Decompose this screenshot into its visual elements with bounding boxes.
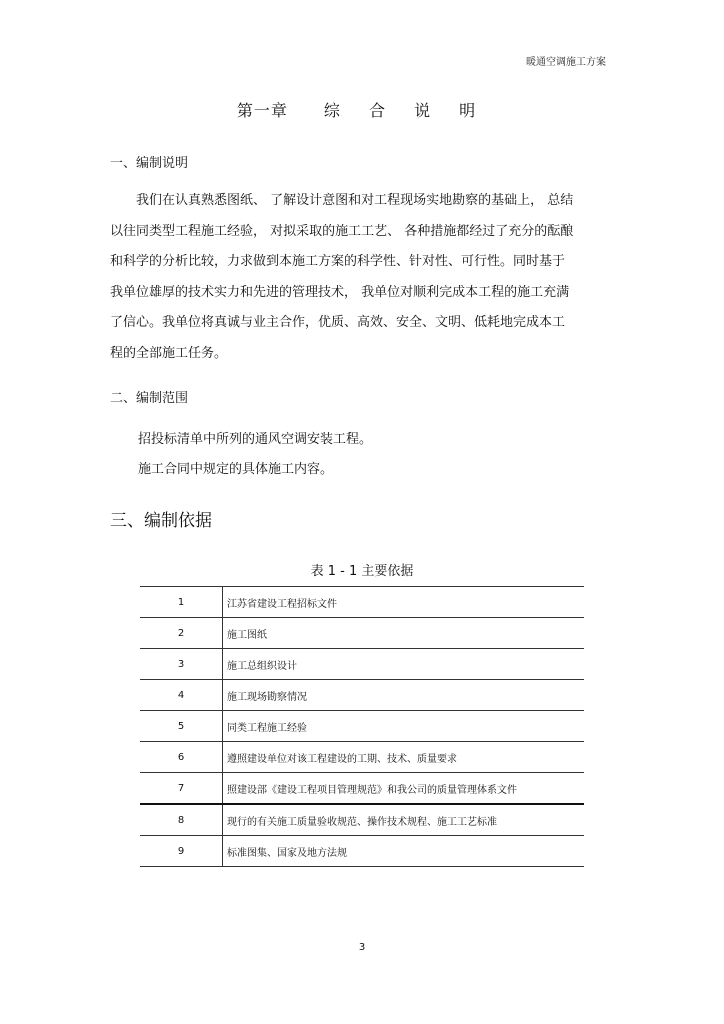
row-text: 施工总组织设计 [223, 649, 585, 680]
scope-item: 招投标清单中所列的通风空调安装工程。 [138, 432, 373, 447]
row-number: 6 [140, 742, 223, 773]
row-text: 标准图集、国家及地方法规 [223, 836, 585, 867]
row-number: 1 [140, 587, 223, 618]
row-text: 遵照建设单位对该工程建设的工期、技术、质量要求 [223, 742, 585, 773]
table-row [140, 649, 584, 680]
row-number: 7 [140, 773, 223, 805]
table-caption: 表 1 - 1 主要依据 [310, 564, 414, 579]
section-1-title: 一、编制说明 [110, 156, 189, 171]
chapter-number: 第一章 [236, 101, 288, 120]
table-row [140, 836, 584, 867]
paragraph-line: 我们在认真熟悉图纸、 了解设计意图和对工程现场实地勘察的基础上， 总结 [136, 193, 574, 208]
row-text: 同类工程施工经验 [223, 711, 585, 742]
table-row [140, 711, 584, 742]
scope-item: 施工合同中规定的具体施工内容。 [138, 462, 334, 477]
table-row [140, 618, 584, 649]
running-header: 暖通空调施工方案 [526, 57, 606, 68]
row-number: 3 [140, 649, 223, 680]
section-3-title: 三、编制依据 [110, 511, 212, 531]
row-text: 现行的有关施工质量验收规范、操作技术规程、施工工艺标准 [223, 804, 585, 836]
row-number: 2 [140, 618, 223, 649]
chapter-title [0, 98, 724, 121]
table-row [140, 804, 584, 836]
row-number: 9 [140, 836, 223, 867]
section-1-paragraph [110, 186, 610, 369]
section-2-title: 二、编制范围 [110, 391, 189, 406]
paragraph-line: 了信心。我单位将真诚与业主合作，优质、高效、安全、文明、低耗地完成本工 [110, 315, 566, 330]
row-text: 照建设部《建设工程项目管理规范》和我公司的质量管理体系文件 [223, 773, 585, 805]
paragraph-line: 以往同类型工程施工经验， 对拟采取的施工工艺、 各种措施都经过了充分的酝酿 [110, 223, 574, 239]
table-row [140, 742, 584, 773]
chapter-name: 综 合 说 明 [323, 101, 488, 120]
paragraph-line: 我单位雄厚的技术实力和先进的管理技术， 我单位对顺利完成本工程的施工充满 [110, 284, 570, 300]
row-number: 4 [140, 680, 223, 711]
row-text: 江苏省建设工程招标文件 [223, 587, 585, 618]
paragraph-line: 程的全部施工任务。 [110, 345, 228, 361]
row-text: 施工图纸 [223, 618, 585, 649]
table-row [140, 587, 584, 618]
table-row [140, 680, 584, 711]
table-row [140, 773, 584, 805]
page-number: 3 [358, 942, 366, 953]
basis-table [140, 586, 584, 867]
row-number: 5 [140, 711, 223, 742]
row-number: 8 [140, 804, 223, 836]
row-text: 施工现场勘察情况 [223, 680, 585, 711]
paragraph-line: 和科学的分析比较，力求做到本施工方案的科学性、针对性、可行性。同时基于 [110, 254, 566, 269]
